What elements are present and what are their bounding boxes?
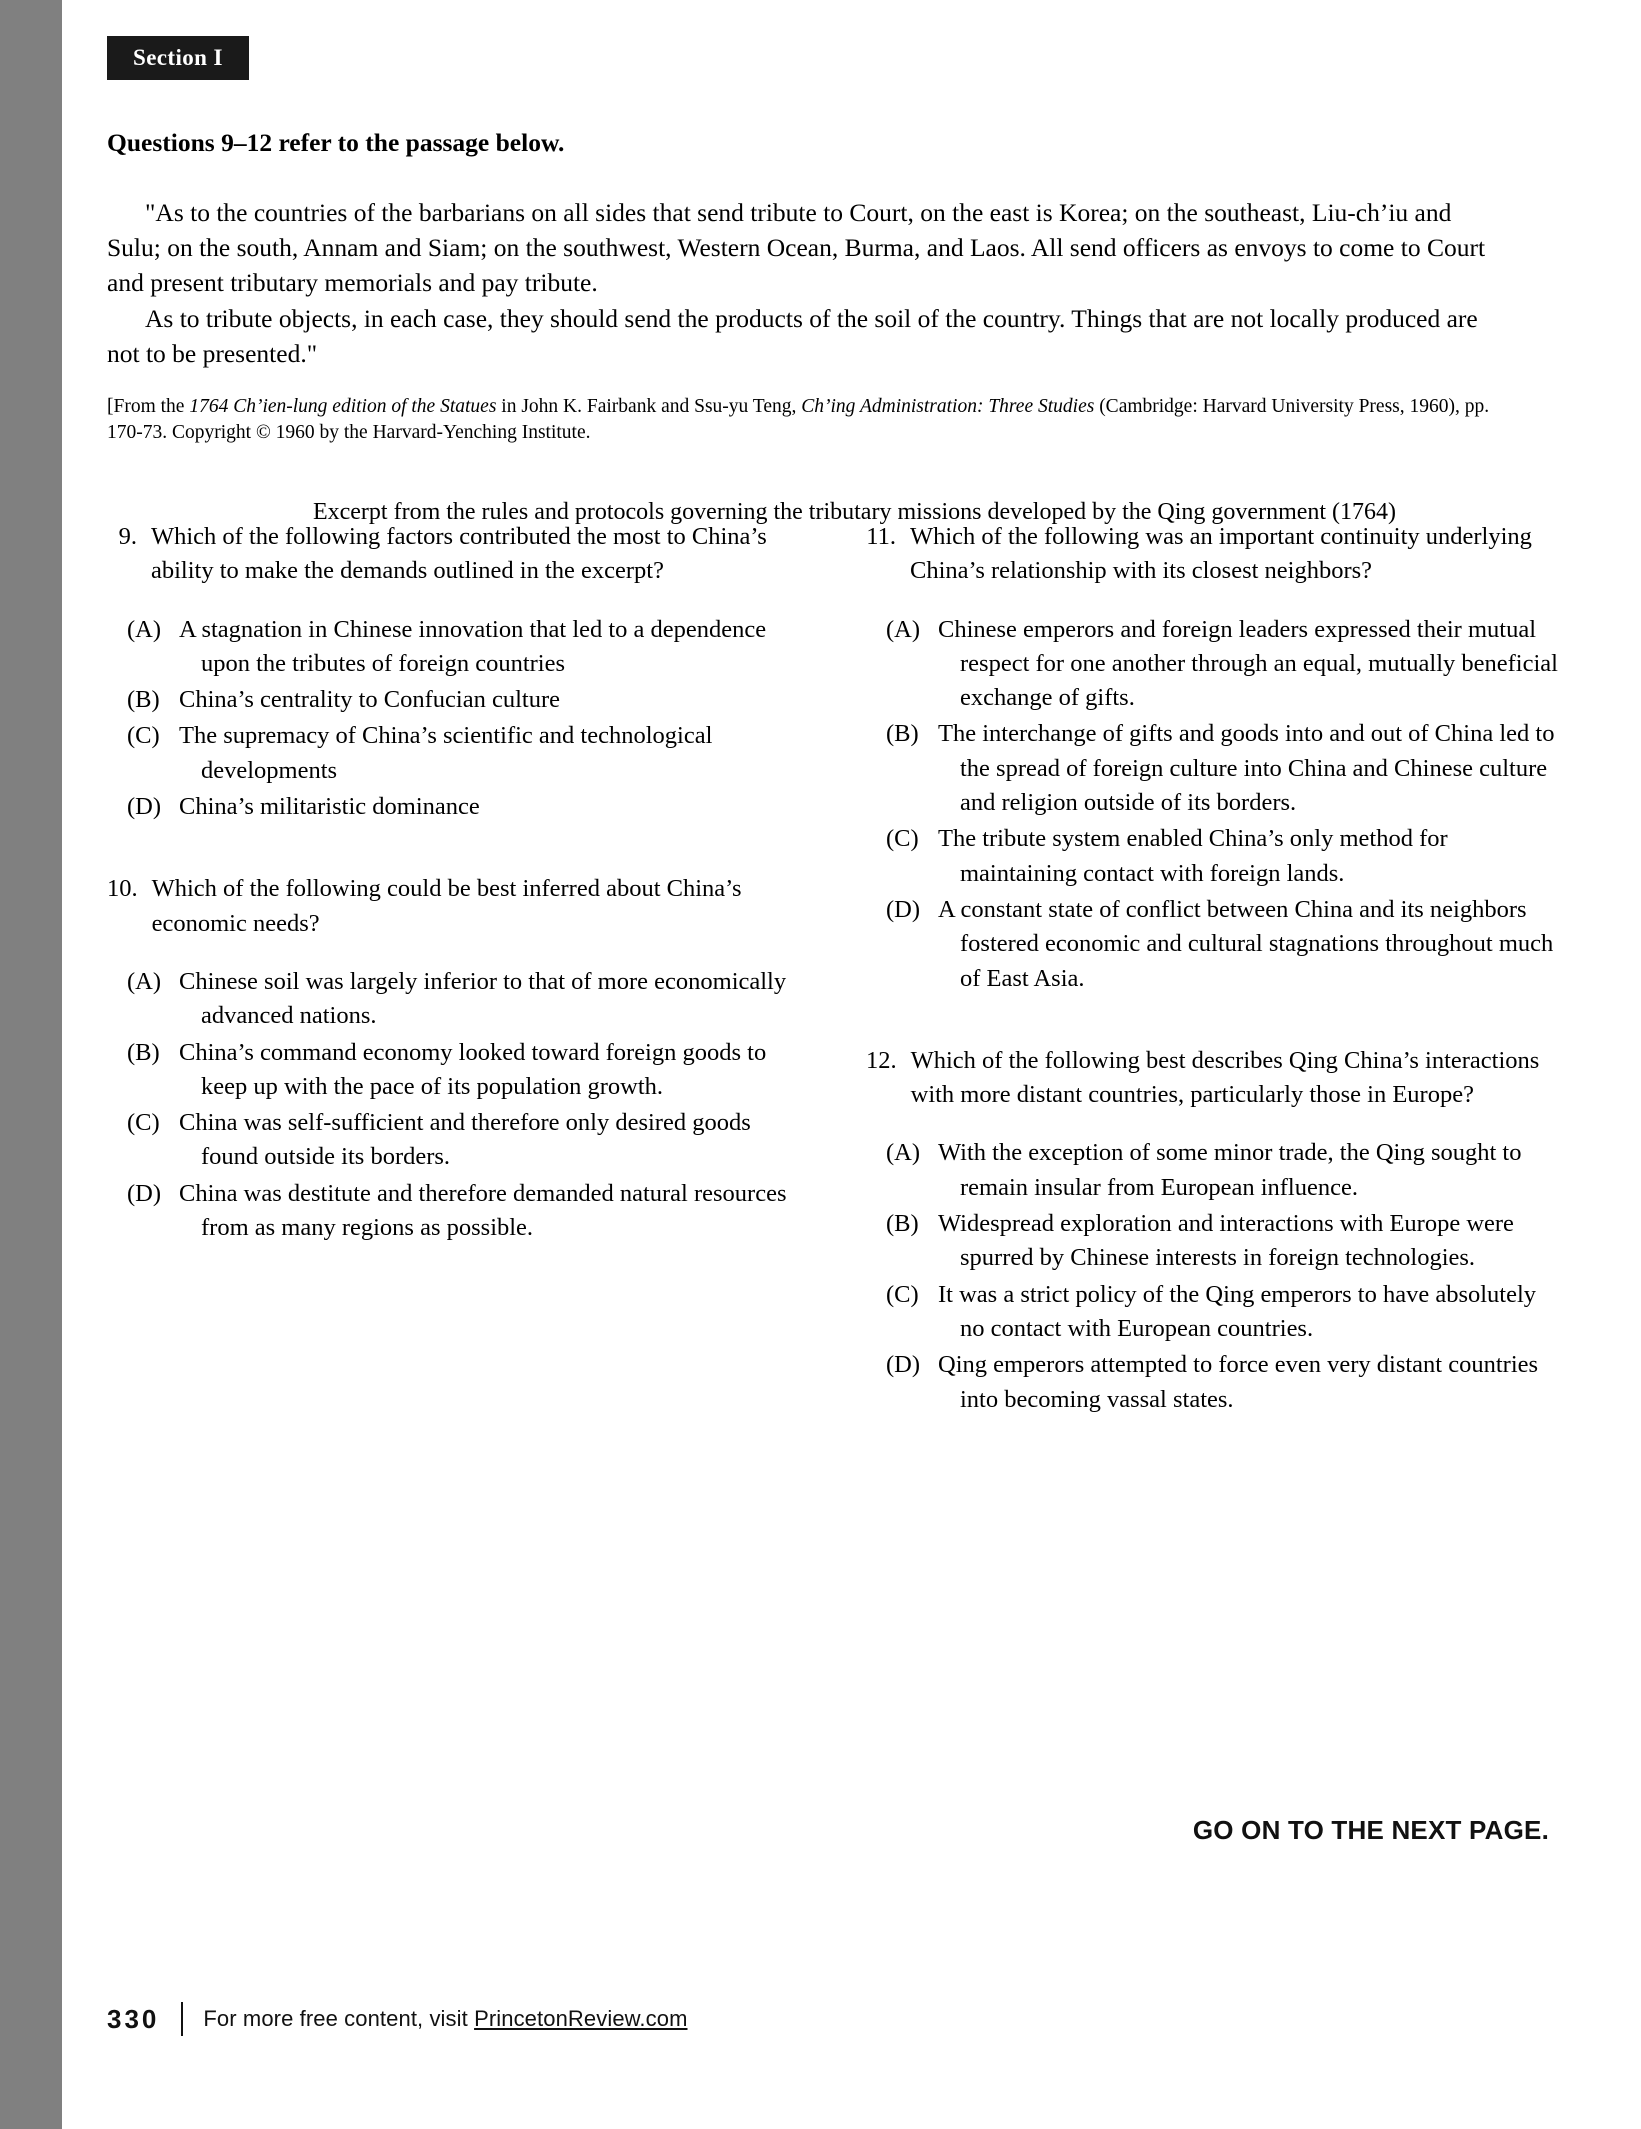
- question-block: [107, 520, 804, 824]
- answer-choice[interactable]: [107, 719, 804, 788]
- choice-letter: (D): [127, 793, 162, 821]
- choice-text: Widespread exploration and interactions with Europe were spurred by Chinese interests in foreign technologies.: [938, 1210, 1514, 1272]
- answer-choices: [866, 613, 1563, 996]
- choice-text: China’s centrality to Confucian culture: [179, 686, 561, 714]
- footer-promo: [203, 2006, 687, 2032]
- question-number: 11.: [866, 523, 896, 550]
- footer-divider: [181, 2002, 183, 2036]
- choice-letter: (B): [886, 1210, 919, 1238]
- answer-choice[interactable]: [107, 1106, 804, 1175]
- question-block: [866, 1044, 1563, 1417]
- choice-text: Chinese emperors and foreign leaders expressed their mutual respect for one another through an equal, mutually beneficial exchange of gifts.: [938, 615, 1558, 712]
- choice-letter: (C): [886, 825, 919, 853]
- answer-choice[interactable]: [866, 1136, 1563, 1205]
- passage-paragraph-1: "As to the countries of the barbarians on all sides that send tribute to Court, on the east is Korea; on the southeast, Liu-ch’iu and Sulu; on the south, Annam and Siam; on the southwest, Western Ocean, Burma, and Laos. All send officers as envoys to come to Court and present tributary memorials and pay tribute.: [107, 197, 1486, 298]
- answer-choices: [107, 965, 804, 1245]
- choice-text: Chinese soil was largely inferior to that of more economically advanced nations.: [179, 967, 787, 1030]
- page-footer: [107, 2002, 688, 2036]
- passage-citation: [107, 394, 1502, 447]
- footer-promo-text: For more free content, visit: [203, 2006, 475, 2031]
- section-tab: Section I: [107, 36, 249, 80]
- answer-choices: [107, 613, 804, 825]
- question-stem: [866, 520, 1563, 589]
- choice-letter: (C): [127, 1109, 160, 1137]
- answer-choice[interactable]: [107, 683, 804, 717]
- citation-italic-2: Ch’ing Administration: Three Studies: [801, 395, 1095, 417]
- choice-text: China’s militaristic dominance: [179, 793, 480, 821]
- go-on-notice: GO ON TO THE NEXT PAGE.: [1192, 1815, 1549, 1845]
- answer-choice[interactable]: [107, 613, 804, 682]
- answer-choice[interactable]: [107, 965, 804, 1034]
- answer-choice[interactable]: [866, 822, 1563, 891]
- question-block: [866, 520, 1563, 996]
- question-stem: [866, 1044, 1563, 1113]
- passage-paragraph-2: As to tribute objects, in each case, they should send the products of the soil of the country. Things that are not locally produced are not to be presented.": [107, 303, 1478, 369]
- choice-letter: (D): [886, 895, 921, 923]
- citation-text-2: in John K. Fairbank and Ssu-yu Teng,: [496, 395, 802, 417]
- question-number: 9.: [118, 523, 137, 550]
- question-text: Which of the following could be best inferred about China’s economic needs?: [151, 875, 742, 937]
- choice-letter: (B): [127, 1038, 160, 1066]
- answer-choice[interactable]: [866, 1207, 1563, 1276]
- choice-text: Qing emperors attempted to force even very distant countries into becoming vassal states.: [938, 1351, 1539, 1413]
- answer-choice[interactable]: [107, 790, 804, 824]
- choice-text: A constant state of conflict between China and its neighbors fostered economic and cultural stagnations throughout much of East Asia.: [938, 895, 1554, 992]
- question-stem: [107, 872, 804, 941]
- excerpt-caption: Excerpt from the rules and protocols governing the tributary missions developed by the Qing government (1764): [312, 499, 1397, 526]
- question-number: 12.: [866, 1046, 897, 1074]
- choice-letter: (A): [886, 615, 921, 643]
- choice-letter: (A): [127, 615, 162, 643]
- citation-text-1: [From the: [107, 395, 190, 417]
- left-question-column: [107, 520, 804, 1465]
- questions-heading: Questions 9–12 refer to the passage below.: [107, 128, 565, 157]
- princeton-review-link[interactable]: PrincetonReview.com: [474, 2006, 688, 2031]
- choice-letter: (C): [127, 722, 160, 750]
- choice-text: With the exception of some minor trade, the Qing sought to remain insular from European influence.: [938, 1139, 1522, 1201]
- questions-columns: [107, 520, 1562, 1465]
- choice-text: China was self-sufficient and therefore only desired goods found outside its borders.: [179, 1109, 751, 1171]
- choice-text: China was destitute and therefore demanded natural resources from as many regions as possible.: [179, 1179, 787, 1242]
- answer-choice[interactable]: [866, 613, 1563, 716]
- question-text: Which of the following factors contributed the most to China’s ability to make the demands outlined in the excerpt?: [151, 523, 767, 585]
- page-number: 330: [107, 2003, 160, 2034]
- choice-letter: (A): [127, 967, 162, 995]
- answer-choice[interactable]: [866, 1278, 1563, 1347]
- choice-letter: (B): [886, 720, 919, 748]
- answer-choice[interactable]: [866, 1348, 1563, 1417]
- question-text: Which of the following was an important continuity underlying China’s relationship with its closest neighbors?: [910, 523, 1532, 585]
- passage-section: [107, 128, 1502, 528]
- answer-choice[interactable]: [866, 717, 1563, 820]
- answer-choices: [866, 1136, 1563, 1416]
- choice-text: A stagnation in Chinese innovation that led to a dependence upon the tributes of foreign countries: [179, 615, 767, 677]
- page-content: [62, 0, 1641, 2129]
- answer-choice[interactable]: [107, 1177, 804, 1246]
- choice-text: It was a strict policy of the Qing emperors to have absolutely no contact with European countries.: [938, 1280, 1537, 1342]
- left-margin-bar: [0, 0, 62, 2129]
- question-text: Which of the following best describes Qing China’s interactions with more distant countries, particularly those in Europe?: [910, 1046, 1540, 1109]
- answer-choice[interactable]: [866, 893, 1563, 996]
- choice-text: The tribute system enabled China’s only method for maintaining contact with foreign lands.: [938, 825, 1448, 887]
- question-number: 10.: [107, 875, 138, 903]
- question-block: [107, 872, 804, 1245]
- citation-italic-1: 1764 Ch’ien-lung edition of the Statues: [189, 395, 497, 417]
- question-stem: [107, 520, 804, 589]
- answer-choice[interactable]: [107, 1036, 804, 1105]
- choice-letter: (A): [886, 1139, 921, 1167]
- choice-letter: (B): [127, 686, 160, 714]
- choice-letter: (D): [127, 1179, 162, 1207]
- choice-letter: (D): [886, 1351, 921, 1379]
- citation-text-3: (Cambridge: Harvard University Press, 1960), pp. 170-73. Copyright © 1960 by the Harvard-Yenching Institute.: [107, 395, 1490, 444]
- choice-text: The supremacy of China’s scientific and technological developments: [179, 722, 713, 784]
- right-question-column: [866, 520, 1563, 1465]
- choice-letter: (C): [886, 1280, 919, 1308]
- choice-text: The interchange of gifts and goods into and out of China led to the spread of foreign culture into China and Chinese culture and religion outside of its borders.: [938, 720, 1555, 817]
- choice-text: China’s command economy looked toward foreign goods to keep up with the pace of its population growth.: [179, 1038, 767, 1100]
